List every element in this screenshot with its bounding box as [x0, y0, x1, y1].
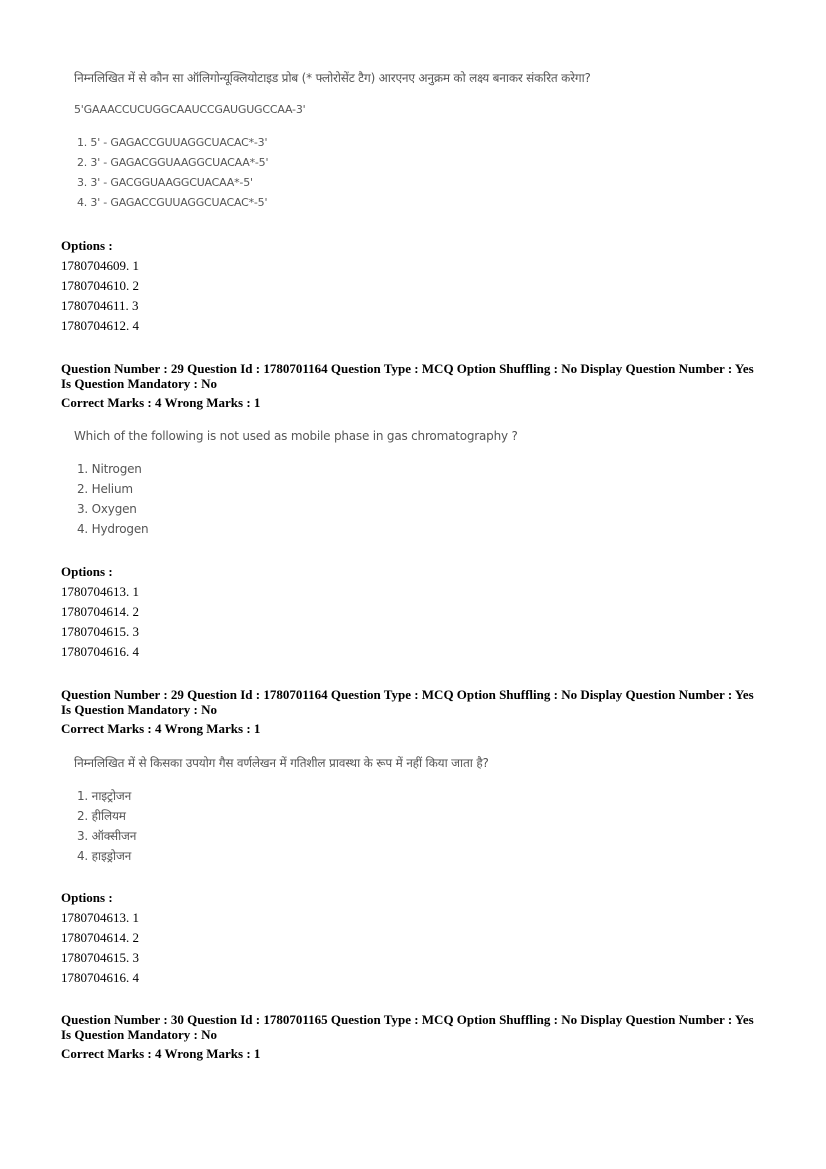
- question-text-hindi: निम्नलिखित में से किसका उपयोग गैस वर्णलेखन में गतिशील प्रावस्था के रूप में नहीं किया जाता है?: [74, 756, 489, 770]
- question-text-hindi-probe: निम्नलिखित में से कौन सा ऑलिगोन्यूक्लियोटाइड प्रोब (* फ्लोरोसेंट टैग) आरएनए अनुक्रम को लक्ष्य बनाकर संकरित करेगा?: [74, 71, 591, 85]
- options-label: Options :: [61, 238, 113, 253]
- option-id: 1780704615. 3: [61, 624, 139, 639]
- choice-2: 2. Helium: [77, 482, 133, 496]
- question-marks: Correct Marks : 4 Wrong Marks : 1: [61, 721, 261, 736]
- choice-1: 1. 5' - GAGACCGUUAGGCUACAC*-3': [77, 136, 268, 149]
- choice-4: 4. 3' - GAGACCGUUAGGCUACAC*-5': [77, 196, 268, 209]
- option-id: 1780704616. 4: [61, 644, 139, 659]
- option-id: 1780704615. 3: [61, 950, 139, 965]
- option-id: 1780704611. 3: [61, 298, 139, 313]
- question-text-english: Which of the following is not used as mobile phase in gas chromatography ?: [74, 429, 518, 443]
- question-marks: Correct Marks : 4 Wrong Marks : 1: [61, 395, 261, 410]
- question-mandatory: Is Question Mandatory : No: [61, 1027, 218, 1042]
- option-id: 1780704613. 1: [61, 584, 139, 599]
- question-marks: Correct Marks : 4 Wrong Marks : 1: [61, 1046, 261, 1061]
- option-id: 1780704613. 1: [61, 910, 139, 925]
- options-label: Options :: [61, 564, 113, 579]
- choice-3: 3. ऑक्सीजन: [77, 829, 137, 843]
- question-mandatory: Is Question Mandatory : No: [61, 376, 218, 391]
- question-header: Question Number : 29 Question Id : 1780701164 Question Type : MCQ Option Shuffling : No Display Question Number : Yes: [61, 361, 754, 376]
- option-id: 1780704612. 4: [61, 318, 139, 333]
- options-label: Options :: [61, 890, 113, 905]
- option-id: 1780704609. 1: [61, 258, 139, 273]
- choice-3: 3. 3' - GACGGUAAGGCUACAA*-5': [77, 176, 253, 189]
- rna-sequence: 5'GAAACCUCUGGCAAUCCGAUGUGCCAA-3': [74, 103, 306, 116]
- option-id: 1780704614. 2: [61, 604, 139, 619]
- choice-2: 2. हीलियम: [77, 809, 126, 823]
- choice-4: 4. हाइड्रोजन: [77, 849, 132, 863]
- option-id: 1780704616. 4: [61, 970, 139, 985]
- question-header: Question Number : 29 Question Id : 1780701164 Question Type : MCQ Option Shuffling : No Display Question Number : Yes: [61, 687, 754, 702]
- choice-2: 2. 3' - GAGACGGUAAGGCUACAA*-5': [77, 156, 269, 169]
- choice-3: 3. Oxygen: [77, 502, 137, 516]
- choice-4: 4. Hydrogen: [77, 522, 149, 536]
- choice-1: 1. नाइट्रोजन: [77, 789, 132, 803]
- option-id: 1780704614. 2: [61, 930, 139, 945]
- option-id: 1780704610. 2: [61, 278, 139, 293]
- choice-1: 1. Nitrogen: [77, 462, 142, 476]
- question-mandatory: Is Question Mandatory : No: [61, 702, 218, 717]
- question-header: Question Number : 30 Question Id : 1780701165 Question Type : MCQ Option Shuffling : No Display Question Number : Yes: [61, 1012, 754, 1027]
